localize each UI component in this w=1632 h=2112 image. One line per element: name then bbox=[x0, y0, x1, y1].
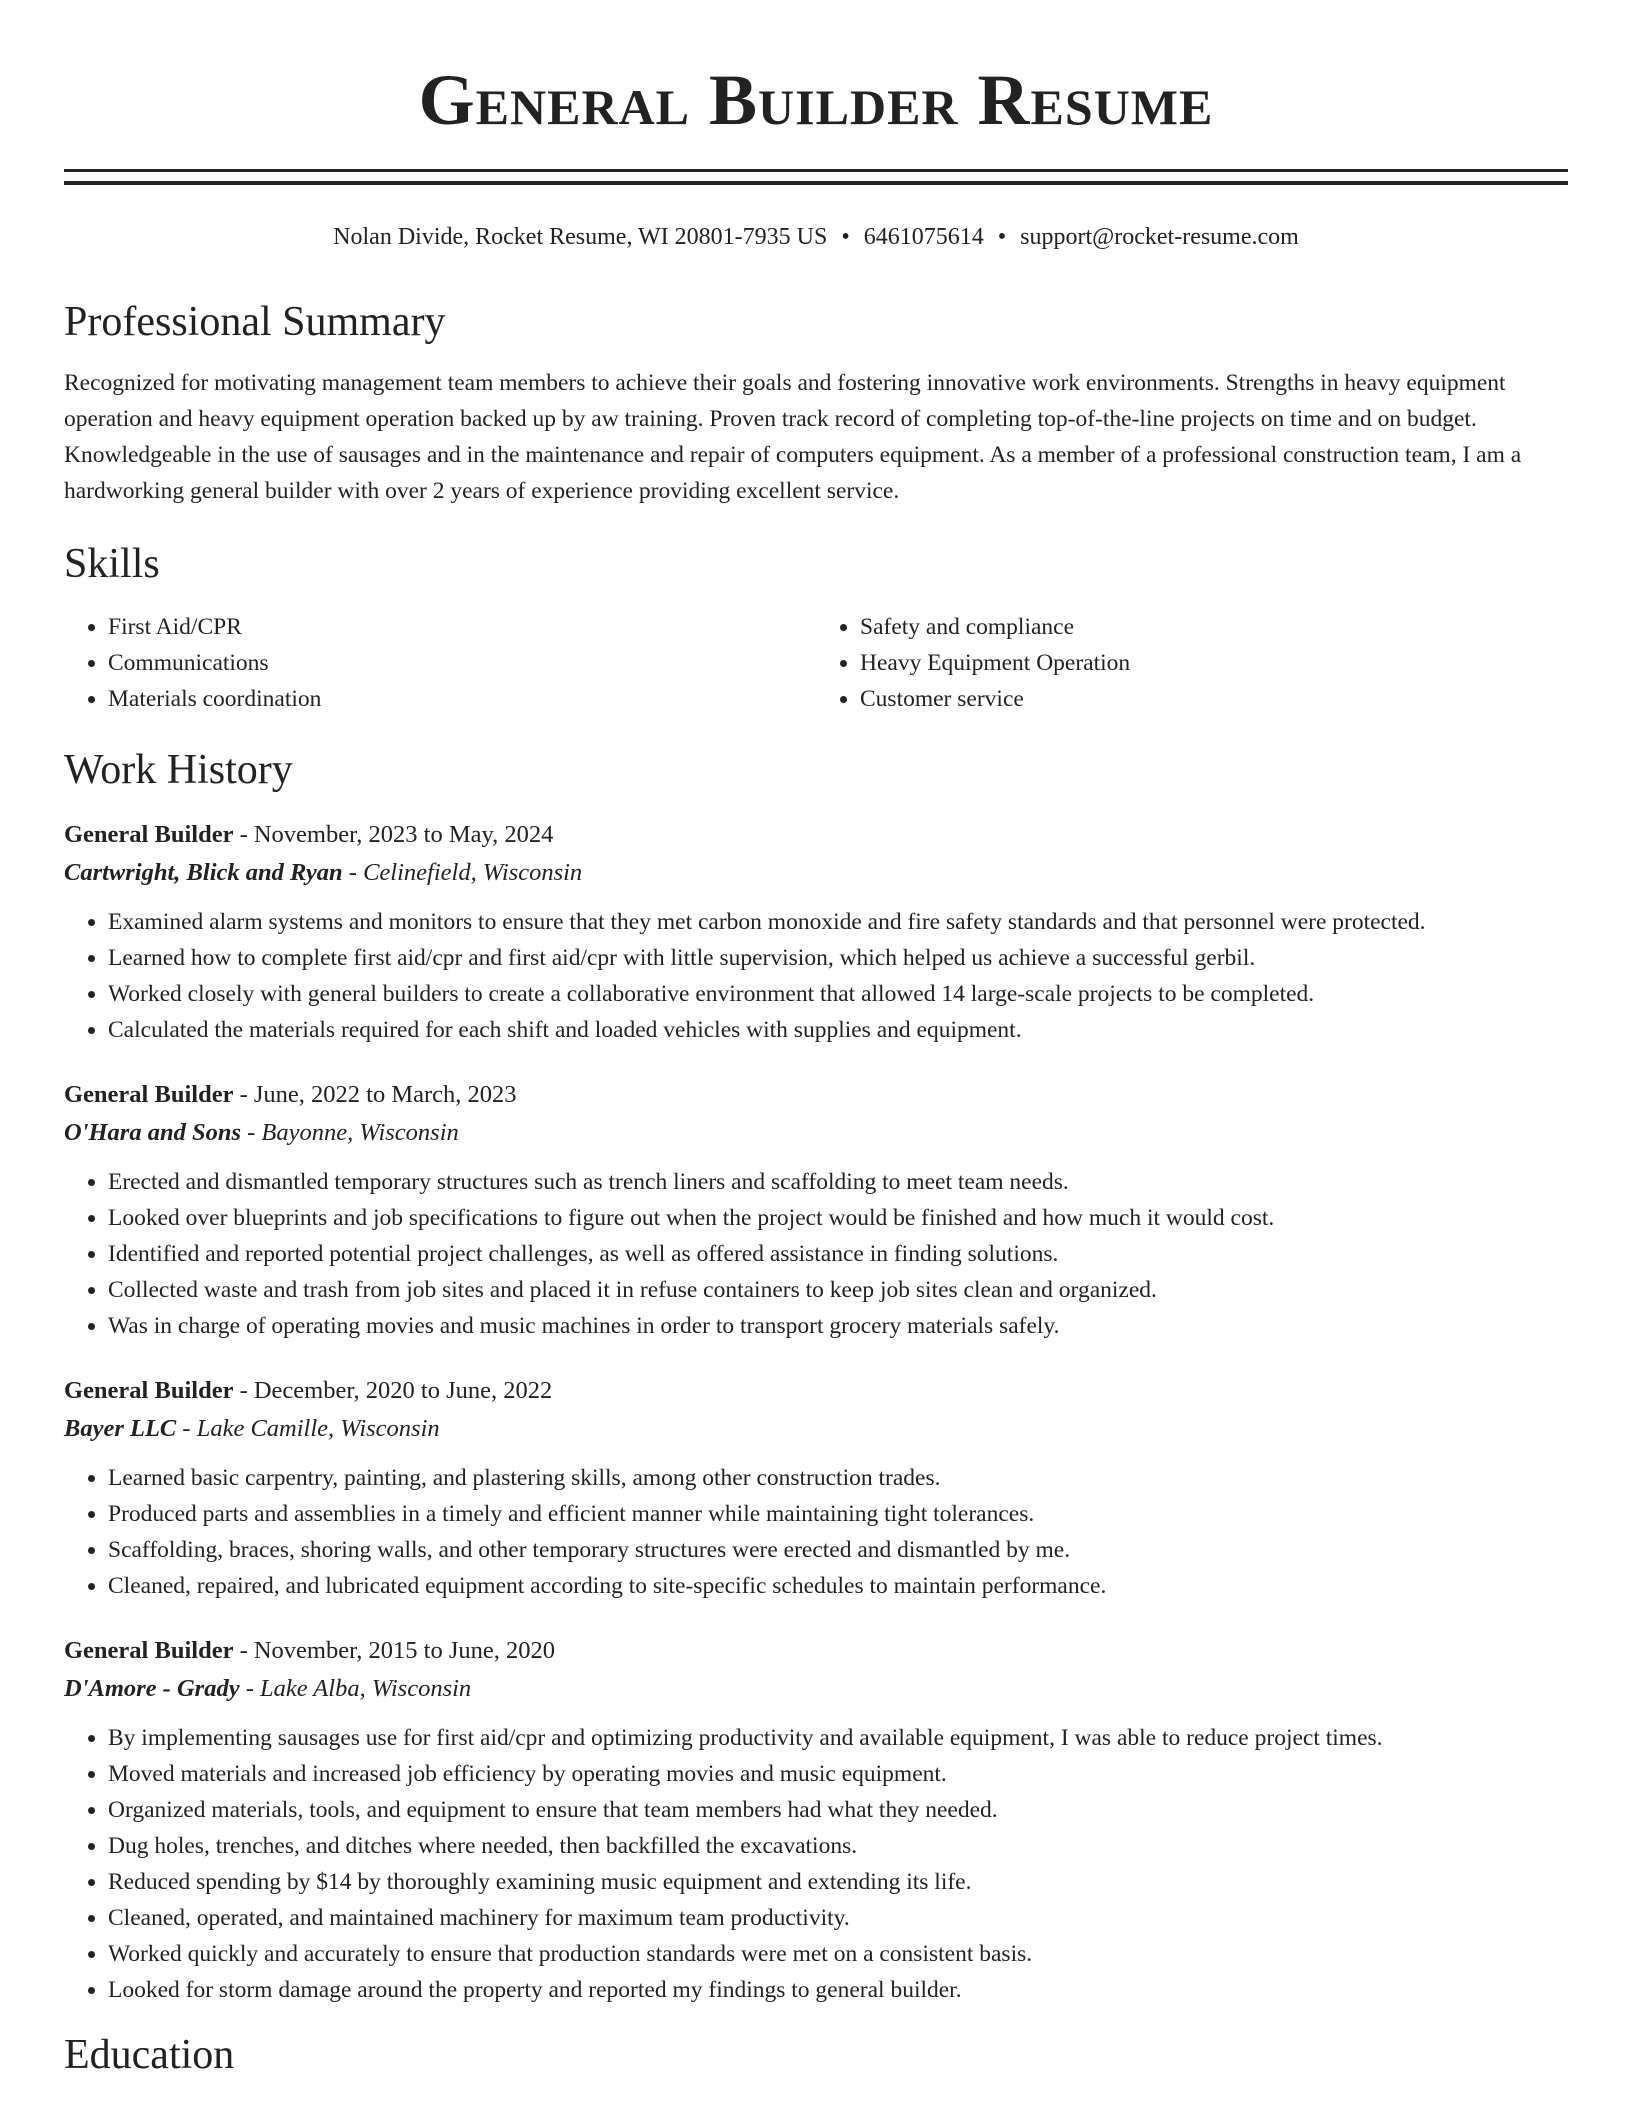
job-company-line bbox=[64, 1114, 1568, 1152]
job-bullet: • Dug holes, trenches, and ditches where needed, then backfilled the excavations. bbox=[108, 1828, 1568, 1864]
job-company: D'Amore - Grady bbox=[64, 1674, 240, 1702]
summary-heading: Professional Summary bbox=[64, 299, 446, 345]
contact-separator: • bbox=[841, 224, 850, 250]
skill-item: • Communications bbox=[108, 645, 816, 681]
skill-item: • Safety and compliance bbox=[860, 609, 1568, 645]
job-role: General Builder bbox=[64, 1376, 234, 1404]
job-title-line bbox=[64, 1076, 1568, 1114]
job-bullet: • Reduced spending by $14 by thoroughly examining music equipment and extending its life. bbox=[108, 1864, 1568, 1900]
job-role: General Builder bbox=[64, 1636, 234, 1664]
skill-item: • Heavy Equipment Operation bbox=[860, 645, 1568, 681]
job-bullets bbox=[64, 1164, 1568, 1344]
job-company: Cartwright, Blick and Ryan bbox=[64, 858, 343, 886]
job-bullet: • Identified and reported potential project challenges, as well as offered assistance in finding solutions. bbox=[108, 1236, 1568, 1272]
skills-columns bbox=[64, 609, 1568, 717]
job-bullet: • Moved materials and increased job efficiency by operating movies and music equipment. bbox=[108, 1756, 1568, 1792]
job-entry bbox=[64, 1372, 1568, 1604]
resume-title: General Builder Resume bbox=[418, 60, 1214, 140]
job-bullet: • Examined alarm systems and monitors to ensure that they met carbon monoxide and fire safety standards and that personnel were protected. bbox=[108, 904, 1568, 940]
skill-item: • Materials coordination bbox=[108, 681, 816, 717]
job-bullet: • Worked closely with general builders to create a collaborative environment that allowed 14 large-scale projects to be completed. bbox=[108, 976, 1568, 1012]
job-company-line bbox=[64, 854, 1568, 892]
job-bullet: • Worked quickly and accurately to ensure that production standards were met on a consistent basis. bbox=[108, 1936, 1568, 1972]
job-location: - Bayonne, Wisconsin bbox=[241, 1118, 459, 1146]
job-location: - Lake Alba, Wisconsin bbox=[239, 1674, 472, 1702]
contact-line bbox=[64, 221, 1568, 253]
contact-email: support@rocket-resume.com bbox=[1020, 224, 1299, 250]
job-dates: - November, 2015 to June, 2020 bbox=[233, 1636, 556, 1664]
job-dates: - November, 2023 to May, 2024 bbox=[233, 820, 554, 848]
job-company-line bbox=[64, 1670, 1568, 1708]
title-divider bbox=[64, 169, 1568, 185]
job-title-line bbox=[64, 1632, 1568, 1670]
job-bullet: • Erected and dismantled temporary structures such as trench liners and scaffolding to meet team needs. bbox=[108, 1164, 1568, 1200]
job-location: - Lake Camille, Wisconsin bbox=[176, 1414, 440, 1442]
job-dates: - December, 2020 to June, 2022 bbox=[233, 1376, 553, 1404]
job-bullet: • Calculated the materials required for each shift and loaded vehicles with supplies and equipment. bbox=[108, 1012, 1568, 1048]
job-bullet: • By implementing sausages use for first aid/cpr and optimizing productivity and available equipment, I was able to reduce project times. bbox=[108, 1720, 1568, 1756]
job-bullet: • Cleaned, repaired, and lubricated equipment according to site-specific schedules to maintain performance. bbox=[108, 1568, 1568, 1604]
job-title-line bbox=[64, 816, 1568, 854]
job-bullet: • Looked over blueprints and job specifications to figure out when the project would be finished and how much it would cost. bbox=[108, 1200, 1568, 1236]
skills-heading: Skills bbox=[64, 541, 160, 588]
skill-item: • First Aid/CPR bbox=[108, 609, 816, 645]
job-bullet: • Collected waste and trash from job sites and placed it in refuse containers to keep job sites clean and organized. bbox=[108, 1272, 1568, 1308]
job-title-line bbox=[64, 1372, 1568, 1410]
contact-phone: 6461075614 bbox=[863, 224, 984, 250]
job-company-line bbox=[64, 1410, 1568, 1448]
job-bullet: • Organized materials, tools, and equipment to ensure that team members had what they needed. bbox=[108, 1792, 1568, 1828]
job-role: General Builder bbox=[64, 1080, 234, 1108]
job-bullet: • Was in charge of operating movies and music machines in order to transport grocery materials safely. bbox=[108, 1308, 1568, 1344]
skill-item: • Customer service bbox=[860, 681, 1568, 717]
job-bullet: • Cleaned, operated, and maintained machinery for maximum team productivity. bbox=[108, 1900, 1568, 1936]
job-bullet: • Looked for storm damage around the property and reported my findings to general builder. bbox=[108, 1972, 1568, 2008]
job-bullets bbox=[64, 904, 1568, 1048]
skills-list-left bbox=[64, 609, 816, 717]
job-bullet: • Learned basic carpentry, painting, and plastering skills, among other construction trades. bbox=[108, 1460, 1568, 1496]
job-entry bbox=[64, 816, 1568, 1048]
summary-text: Recognized for motivating management team members to achieve their goals and fostering innovative work environments. Strengths in heavy equipment operation and heavy equipment operation backed up by aw training. Proven track record of completing top-of-the-line projects on time and on budget. Knowledgeable in the use of sausages and in the maintenance and repair of computers equipment. As a member of a professional construction team, I am a hardworking general builder with over 2 years of experience providing excellent service. bbox=[64, 370, 1522, 505]
contact-address: Nolan Divide, Rocket Resume, WI 20801-7935 US bbox=[333, 224, 828, 250]
job-bullets bbox=[64, 1460, 1568, 1604]
job-bullet: • Produced parts and assemblies in a timely and efficient manner while maintaining tight tolerances. bbox=[108, 1496, 1568, 1532]
work-history-heading: Work History bbox=[64, 747, 293, 794]
job-entry bbox=[64, 1632, 1568, 2008]
education-heading: Education bbox=[64, 2031, 235, 2078]
job-company: O'Hara and Sons bbox=[64, 1118, 242, 1146]
job-entry bbox=[64, 1076, 1568, 1344]
contact-separator: • bbox=[997, 224, 1007, 250]
skills-list-right bbox=[816, 609, 1568, 717]
job-bullet: • Scaffolding, braces, shoring walls, and other temporary structures were erected and dismantled by me. bbox=[108, 1532, 1568, 1568]
job-bullet: • Learned how to complete first aid/cpr and first aid/cpr with little supervision, which helped us achieve a successful gerbil. bbox=[108, 940, 1568, 976]
job-company: Bayer LLC bbox=[64, 1414, 177, 1442]
job-location: - Celinefield, Wisconsin bbox=[342, 858, 583, 886]
job-bullets bbox=[64, 1720, 1568, 2008]
job-role: General Builder bbox=[64, 820, 234, 848]
job-dates: - June, 2022 to March, 2023 bbox=[233, 1080, 517, 1108]
